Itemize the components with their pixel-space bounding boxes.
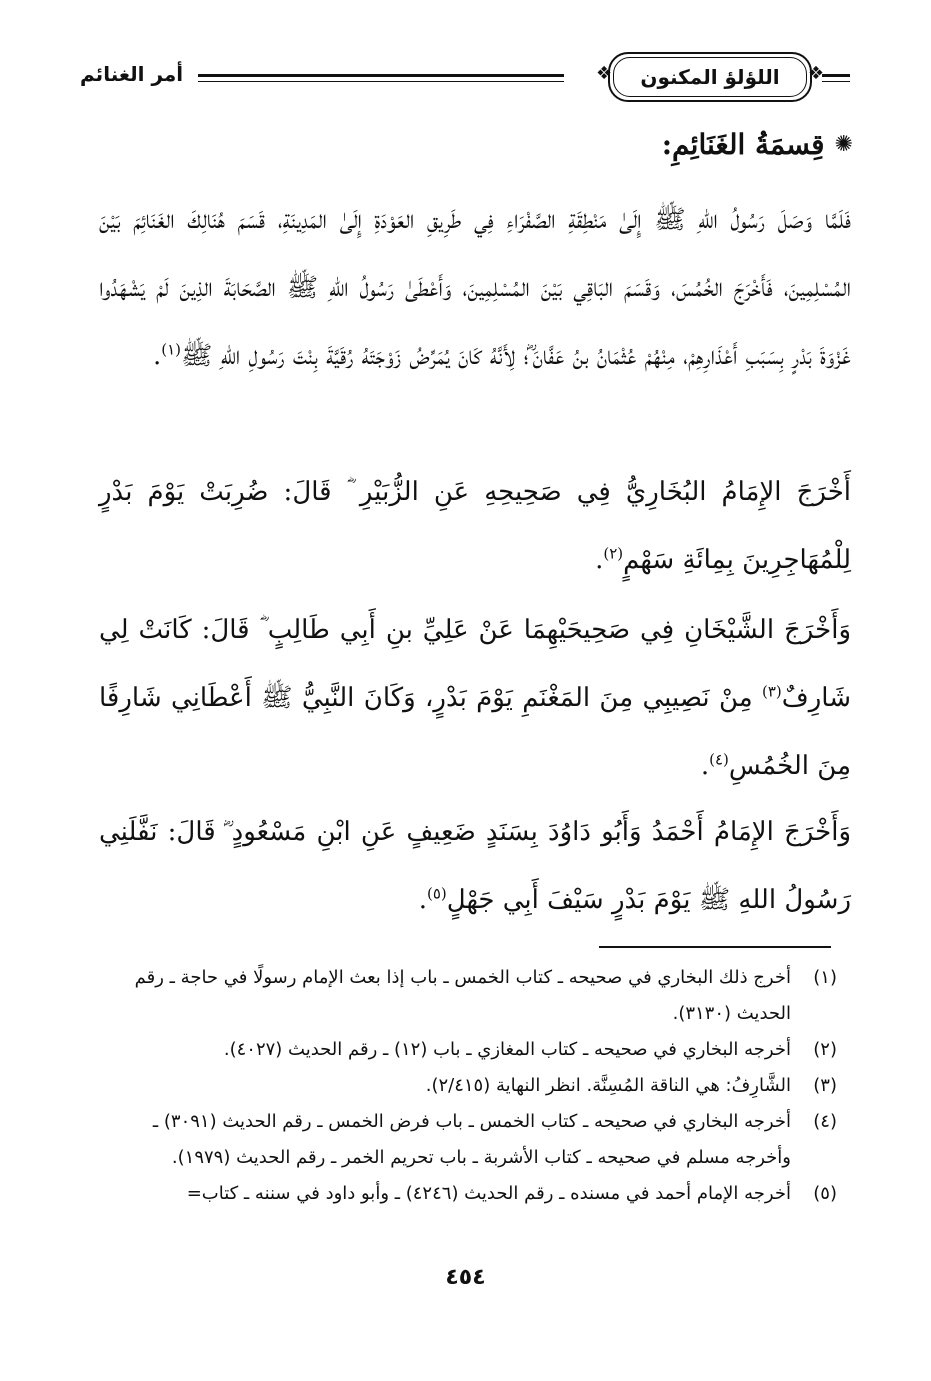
- footnote-ref: (٢): [603, 544, 624, 563]
- paragraph-end: .: [595, 545, 604, 575]
- header-rule-right: [822, 74, 850, 77]
- footnote: [95, 1032, 837, 1068]
- footnote-ref: (٣): [762, 682, 782, 701]
- header-rule-left: [198, 74, 564, 77]
- paragraph-end: .: [152, 341, 162, 371]
- paragraph: [99, 596, 851, 800]
- footnote: [95, 1068, 837, 1104]
- footnote-number: (٤): [813, 1111, 837, 1132]
- footnote-ref: (٥): [426, 884, 447, 903]
- section-title: قِسمَةُ الغَنَائِمِ:: [661, 128, 825, 161]
- paragraph-text: وَأَخْرَجَ الإِمَامُ أَحْمَدُ وَأَبُو دَاوُدَ بِسَنَدٍ ضَعِيفٍ عَنِ ابْنِ مَسْعُودٍ ؓ قَالَ: نَفَّلَنِي رَسُولُ اللهِ ﷺ يَوْمَ بَدْرٍ سَيْفَ أَبِي جَهْلٍ: [99, 817, 851, 915]
- ornament-icon: ❖: [807, 63, 824, 84]
- paragraph-end: .: [700, 751, 710, 781]
- paragraph-text: فَلَمَّا وَصَلَ رَسُولُ اللهِ ﷺ إِلَىٰ مَنْطِقَةِ الصَّفْرَاءِ فِي طَرِيقِ العَوْدَةِ إِلَىٰ المَدِينَةِ، قَسَمَ هُنَالِكَ الغَنَائِمَ بَيْنَ المُسْلِمِينَ، فَأَخْرَجَ الخُمُسَ، وَقَسَمَ البَاقِي بَيْنَ المُسْلِمِينَ، وَأَعْطَىٰ رَسُولُ اللهِ ﷺ الصَّحَابَةَ الذِينَ لَمْ يَشْهَدُوا غَزْوَةَ بَدْرٍ بِسَبَبِ أَعْذَارِهِمْ، مِنْهُمْ عُثْمَانُ بنُ عَفَّانَ ؓ؛ لِأَنَّهُ كَانَ يُمَرِّضُ زَوْجَتَهُ رُقَيَّةَ بِنْتَ رَسُولِ اللهِ ﷺ: [99, 205, 851, 371]
- paragraph-text: أَخْرَجَ الإِمَامُ البُخَارِيُّ فِي صَحِيحِهِ عَنِ الزُّبَيْرِ ؓ قَالَ: ضُرِبَتْ يَوْمَ بَدْرٍ لِلْمُهَاجِرِينَ بِمِائَةِ سَهْمٍ: [99, 477, 851, 575]
- book-title-cartouche: [596, 52, 824, 102]
- footnote-text: أخرجه البخاري في صحيحه ـ كتاب الخمس ـ باب فرض الخمس ـ رقم الحديث (٣٠٩١) ـ وأخرجه مسلم في صحيحه ـ كتاب الأشربة ـ باب تحريم الخمر ـ رقم الحديث (١٩٧٩).: [152, 1111, 791, 1168]
- ornament-icon: ❖: [596, 63, 613, 84]
- footnote: [95, 1104, 837, 1176]
- footnote: [95, 960, 837, 1032]
- running-header: [80, 50, 850, 102]
- footnote-text: أخرجه البخاري في صحيحه ـ كتاب المغازي ـ باب (١٢) ـ رقم الحديث (٤٠٢٧).: [223, 1039, 791, 1060]
- chapter-title: أمر الغنائم: [80, 62, 184, 86]
- page-number: ٤٥٤: [445, 1265, 486, 1290]
- footnote-number: (٣): [813, 1075, 837, 1096]
- footnote-separator: [599, 946, 831, 948]
- paragraph-text: وَأَخْرَجَ الشَّيْخَانِ فِي صَحِيحَيْهِمَا عَنْ عَلِيِّ بنِ أَبِي طَالِبٍ ؓ قَالَ: كَانَتْ لِي شَارِفٌ: [99, 615, 851, 713]
- footnote-text: أخرج ذلك البخاري في صحيحه ـ كتاب الخمس ـ باب إذا بعث الإمام رسولًا في حاجة ـ رقم الحديث (٣١٣٠).: [134, 967, 791, 1024]
- footnotes: [95, 960, 837, 1212]
- footnote-number: (٥): [813, 1183, 837, 1204]
- footnote-number: (١): [813, 967, 837, 988]
- paragraph: [99, 458, 851, 594]
- book-title: اللؤلؤ المكنون: [640, 65, 780, 89]
- footnote-number: (٢): [813, 1039, 837, 1060]
- footnote-ref: (٤): [709, 750, 729, 769]
- star-icon: ✺: [834, 132, 853, 157]
- paragraph-text: مِنْ نَصِيبِي مِنَ المَغْنَمِ يَوْمَ بَدْرٍ، وَكَانَ النَّبِيُّ ﷺ أَعْطَانِي شَارِفًا مِنَ الخُمُسِ: [99, 683, 851, 781]
- footnote-ref: (١): [161, 340, 182, 359]
- section-heading: [662, 128, 853, 161]
- paragraph-end: .: [418, 885, 427, 915]
- paragraph: [99, 186, 851, 390]
- footnote-text: الشَّارِفُ: هي الناقة المُسِنَّة. انظر النهاية (٢/٤١٥).: [425, 1075, 791, 1096]
- paragraph: [99, 798, 851, 934]
- footnote: [95, 1176, 837, 1212]
- footnote-text: أخرجه الإمام أحمد في مسنده ـ رقم الحديث (٤٢٤٦) ـ وأبو داود في سننه ـ كتاب=: [186, 1183, 791, 1204]
